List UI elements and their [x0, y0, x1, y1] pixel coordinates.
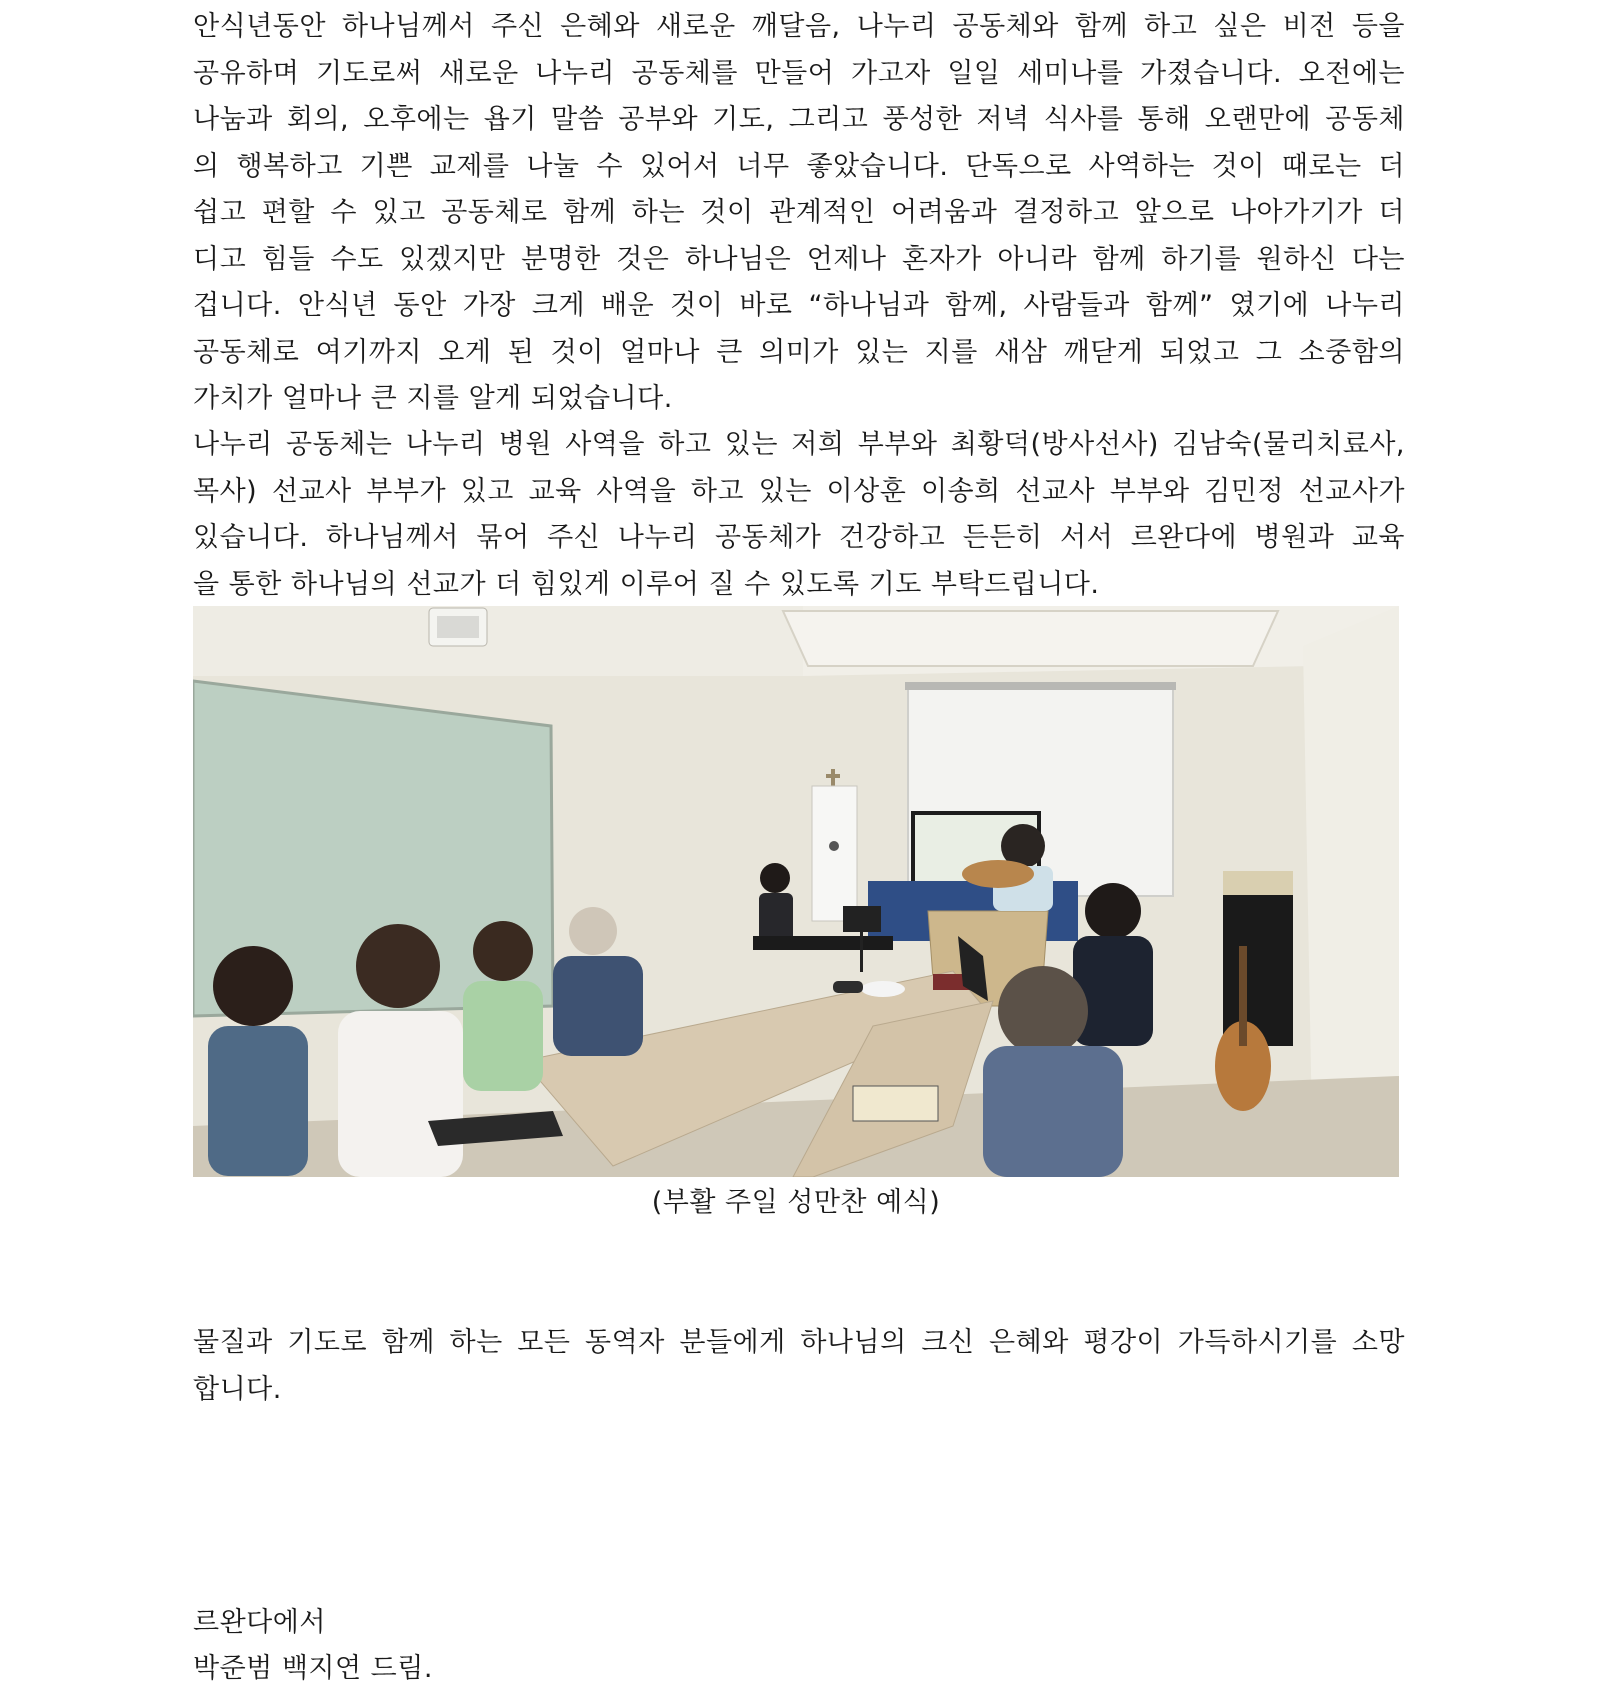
signature-block — [193, 1600, 433, 1692]
text-line: 있습니다. 하나님께서 묶어 주신 나누리 공동체가 건강하고 든든히 서서 르완다에 병원과 교육 — [193, 522, 1405, 553]
text-line: 나눔과 회의, 오후에는 욥기 말씀 공부와 기도, 그리고 풍성한 저녁 식사를 통해 오랜만에 공동체 — [193, 104, 1405, 135]
communion-service-photo — [193, 606, 1399, 1177]
text-line: 디고 힘들 수도 있겠지만 분명한 것은 하나님은 언제나 혼자가 아니라 함께 하기를 원하신 다는 — [193, 243, 1405, 275]
signature-place: 르완다에서 — [193, 1607, 326, 1638]
photo-caption: (부활 주일 성만찬 예식) — [651, 1187, 941, 1218]
paragraph-community-members — [193, 422, 1405, 608]
text-line: 가치가 얼마나 큰 지를 알게 되었습니다. — [193, 383, 673, 414]
text-line: 안식년동안 하나님께서 주신 은혜와 새로운 깨달음, 나누리 공동체와 함께 하고 싶은 비전 등을 — [193, 11, 1405, 42]
signature-names: 박준범 백지연 드림. — [193, 1653, 433, 1684]
text-line: 쉽고 편할 수 있고 공동체로 함께 하는 것이 관계적인 어려움과 결정하고 앞으로 나아가기가 더 — [193, 197, 1405, 228]
text-line: 을 통한 하나님의 선교가 더 힘있게 이루어 질 수 있도록 기도 부탁드립니다. — [193, 568, 1100, 600]
text-line: 나누리 공동체는 나누리 병원 사역을 하고 있는 저희 부부와 최황덕(방사선사) 김남숙(물리치료사, — [193, 429, 1405, 460]
text-line: 겁니다. 안식년 동안 가장 크게 배운 것이 바로 “하나님과 함께, 사람들과 함께” 였기에 나누리 — [193, 290, 1405, 321]
text-line: 물질과 기도로 함께 하는 모든 동역자 분들에게 하나님의 크신 은혜와 평강이 가득하시기를 소망 — [193, 1327, 1405, 1358]
text-line: 의 행복하고 기쁜 교제를 나눌 수 있어서 너무 좋았습니다. 단독으로 사역하는 것이 때로는 더 — [193, 150, 1405, 182]
text-line: 공동체로 여기까지 오게 된 것이 얼마나 큰 의미가 있는 지를 새삼 깨닫게 되었고 그 소중함의 — [193, 336, 1405, 368]
paragraph-closing-blessing — [193, 1320, 1405, 1413]
text-line: 목사) 선교사 부부가 있고 교육 사역을 하고 있는 이상훈 이송희 선교사 부부와 김민정 선교사가 — [193, 475, 1405, 507]
text-line: 공유하며 기도로써 새로운 나누리 공동체를 만들어 가고자 일일 세미나를 가졌습니다. 오전에는 — [193, 57, 1405, 89]
text-line: 합니다. — [193, 1373, 282, 1405]
paragraph-sabbatical-seminar — [193, 4, 1405, 423]
